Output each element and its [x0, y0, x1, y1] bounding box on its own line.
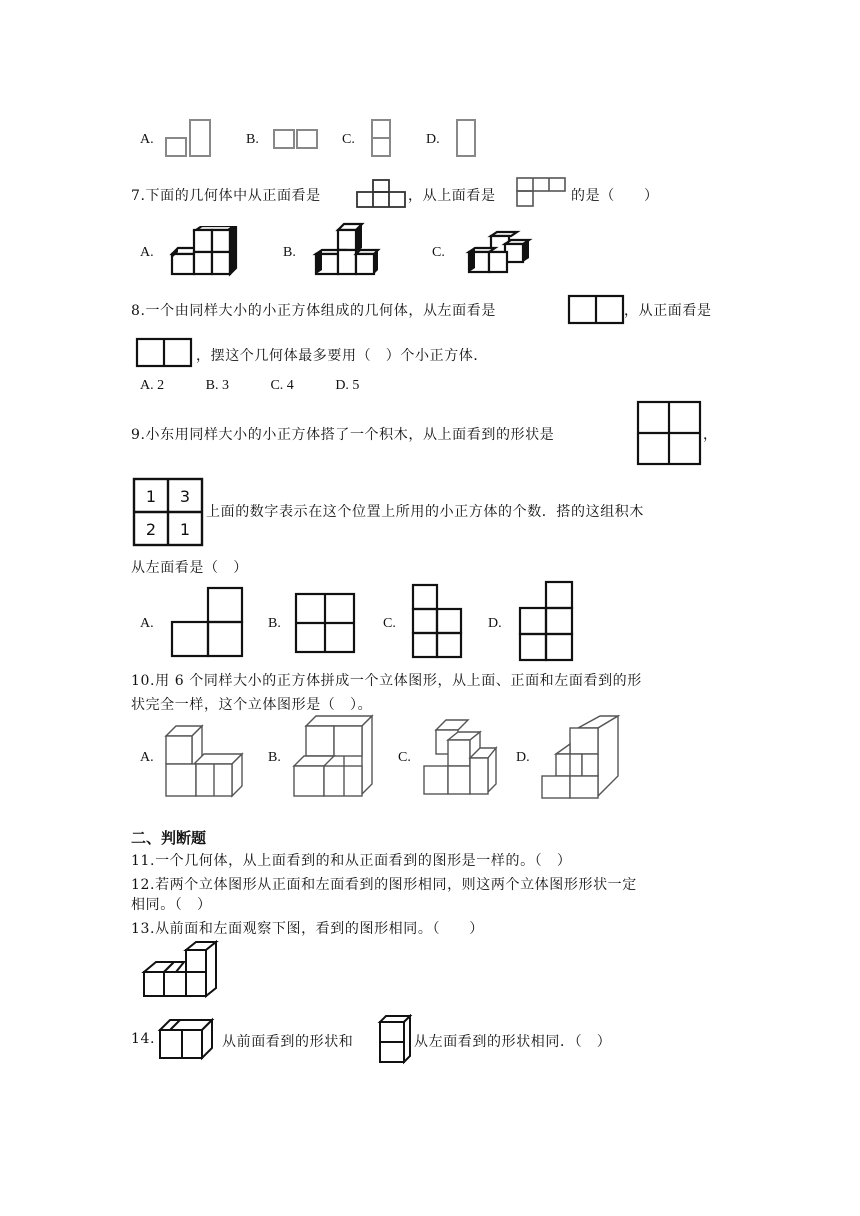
q6-option-b-figure	[272, 128, 320, 152]
q9-stem-part-b: 上面的数字表示在这个位置上所用的小正方体的个数．搭的这组积木	[206, 504, 644, 520]
q9-option-b-figure	[294, 592, 358, 656]
q10-option-a-figure	[162, 714, 252, 800]
q7-stem-part-b: ，从上面看是	[408, 188, 496, 204]
q9-option-b-label: B.	[268, 616, 281, 631]
q7-option-c-figure	[465, 230, 537, 276]
q9-option-d-label: D.	[488, 616, 502, 631]
q9-option-c-figure	[411, 583, 463, 661]
q8-choice-a: A. 2	[140, 378, 165, 393]
q6-option-c-label: C.	[342, 132, 355, 147]
q8-stem-part-c: ，摆这个几何体最多要用（ ）个小正方体．	[196, 348, 488, 364]
q6-option-c-figure	[370, 118, 394, 160]
q10-option-a-label: A.	[140, 750, 154, 765]
q12-text-line-2: 相同。（ ）	[131, 897, 212, 913]
q10-option-b-label: B.	[268, 750, 281, 765]
q10-option-b-figure	[292, 714, 378, 800]
q11-text: 11.一个几何体，从上面看到的和从正面看到的图形是一样的。（ ）	[131, 853, 572, 869]
section-2-title: 二、判断题	[131, 829, 207, 847]
q6-option-d-label: D.	[426, 132, 440, 147]
q7-stem-part-c: 的是（ ）	[571, 188, 659, 204]
q9-option-a-figure	[170, 586, 246, 660]
q10-option-c-figure	[422, 718, 502, 798]
q14-text-part-b: 从左面看到的形状相同．（ ）	[414, 1034, 612, 1050]
q9-top-view-figure	[636, 400, 702, 466]
q7-option-c-label: C.	[432, 245, 445, 260]
q14-figure-first	[156, 1016, 218, 1062]
q8-stem-part-a: 8.一个由同样大小的小正方体组成的几何体，从左面看是	[131, 303, 496, 319]
q7-option-a-label: A.	[140, 245, 154, 260]
q9-option-a-label: A.	[140, 616, 154, 631]
q9-stem-part-a: 9.小东用同样大小的小正方体搭了一个积木，从上面看到的形状是	[131, 427, 555, 443]
q7-stem	[131, 185, 321, 205]
q9-stem-part-c: 从左面看是（ ）	[131, 560, 248, 576]
q8-choice-b: B. 3	[205, 378, 229, 393]
q6-option-a-figure	[164, 118, 214, 160]
q8-left-view-figure	[567, 294, 625, 326]
q9-option-d-figure	[518, 580, 576, 664]
q7-option-b-figure	[312, 222, 382, 278]
q7-front-view-figure	[355, 178, 407, 210]
q13-text: 13.从前面和左面观察下图，看到的图形相同。（ ）	[131, 921, 484, 937]
q8-choice-c: C. 4	[270, 378, 294, 393]
q8-choices	[140, 378, 359, 394]
q10-option-d-figure	[540, 714, 622, 802]
q7-option-b-label: B.	[283, 245, 296, 260]
q10-stem-line-1: 10.用 6 个同样大小的正方体拼成一个立体图形，从上面、正面和左面看到的形	[131, 673, 642, 689]
q9-grid-number-bottom-left: 2	[145, 520, 157, 539]
q9-stem-part-a-end: ，	[703, 427, 718, 443]
q6-option-d-figure	[455, 118, 479, 160]
q10-stem-line-2: 状完全一样，这个立体图形是（ ）。	[131, 697, 373, 713]
q14-figure-second	[376, 1014, 416, 1066]
q8-front-view-figure	[135, 337, 193, 369]
q9-grid-number-bottom-right: 1	[179, 520, 191, 539]
q7-stem-part-a: 7.下面的几何体中从正面看是	[131, 188, 321, 204]
q7-top-view-figure	[515, 176, 567, 210]
q10-option-c-label: C.	[398, 750, 411, 765]
q6-option-a-label: A.	[140, 132, 154, 147]
q8-stem-part-b: ，从正面看是	[624, 303, 712, 319]
q9-grid-number-top-right: 3	[179, 487, 191, 506]
q9-grid-number-top-left: 1	[145, 487, 157, 506]
q7-option-a-figure	[168, 226, 244, 278]
q10-option-d-label: D.	[516, 750, 530, 765]
q14-text-part-a: 从前面看到的形状和	[222, 1034, 354, 1050]
q13-figure	[140, 938, 220, 1000]
q9-number-grid	[132, 477, 204, 547]
q6-option-b-label: B.	[246, 132, 259, 147]
q8-choice-d: D. 5	[335, 378, 360, 393]
q14-number: 14.	[131, 1031, 156, 1047]
q9-option-c-label: C.	[383, 616, 396, 631]
q12-text-line-1: 12.若两个立体图形从正面和左面看到的图形相同，则这两个立体图形形状一定	[131, 877, 637, 893]
